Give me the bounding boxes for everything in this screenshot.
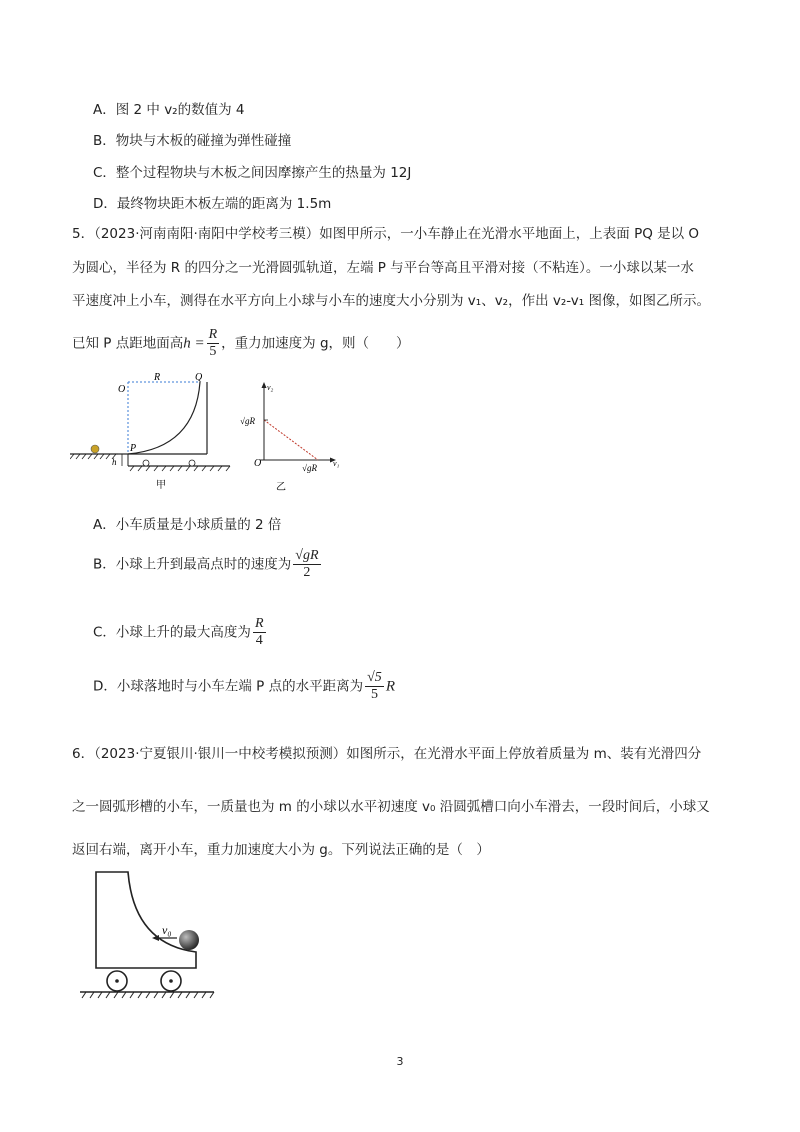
q5-option-a: A．小车质量是小球质量的 2 倍 [93, 517, 282, 533]
q5-stem-line4 [72, 327, 732, 360]
q5-stem-line1: 5．（2023·河南南阳·南阳中学校考三模）如图甲所示，一小车静止在光滑水平地面上，上表面 PQ 是以 O [72, 226, 700, 242]
q5-graph-y-tick: √gR [240, 416, 255, 426]
q5-stem-line4-post: ，重力加速度为 g，则（ ） [221, 335, 410, 352]
q5-label-h: h [112, 457, 117, 467]
q5-option-c-text: C．小球上升的最大高度为 [93, 624, 251, 641]
q5-figure [70, 368, 350, 493]
q5-graph-origin: O [254, 458, 262, 469]
q5-stem-line3: 平速度冲上小车，测得在水平方向上小球与小车的速度大小分别为 v₁、v₂，作出 v₂-v₁ 图像，如图乙所示。 [72, 293, 710, 309]
q6-cart-body [96, 872, 196, 968]
q5-option-b-den: 2 [303, 565, 311, 580]
q5-option-c-fraction [253, 616, 266, 649]
q5-option-b-fraction [293, 548, 320, 581]
q5-caption-right: 乙 [276, 482, 286, 493]
q5-option-d [93, 670, 395, 703]
q5-option-c-num: R [254, 616, 264, 631]
q5-option-b [93, 548, 323, 581]
q6-figure [78, 868, 218, 1008]
q5-option-c [93, 616, 268, 649]
q5-ball [91, 445, 99, 453]
page-number: 3 [396, 1055, 404, 1068]
q5-arc [128, 382, 200, 454]
q5-h-num: R [208, 327, 218, 342]
q4-option-a: A．图 2 中 v₂的数值为 4 [93, 102, 245, 118]
q5-option-d-post: R [385, 678, 395, 695]
q5-graph-line [264, 420, 318, 460]
q5-label-R: R [154, 372, 161, 383]
q5-option-d-fraction [365, 670, 384, 703]
q5-label-P: P [130, 443, 137, 454]
q5-option-c-den: 4 [255, 633, 263, 648]
q5-option-d-den: 5 [370, 687, 378, 702]
q6-stem-line1: 6．（2023·宁夏银川·银川一中校考模拟预测）如图所示，在光滑水平面上停放着质量为 m、装有光滑四分 [72, 746, 702, 762]
q5-stem-line4-pre: 已知 P 点距地面高 [72, 335, 184, 352]
q4-option-b: B．物块与木板的碰撞为弹性碰撞 [93, 133, 292, 149]
q5-option-b-text: B．小球上升到最高点时的速度为 [93, 556, 292, 573]
q6-stem-line2: 之一圆弧形槽的小车，一质量也为 m 的小球以水平初速度 v₀ 沿圆弧槽口向小车滑去，一段时间后，小球又 [72, 799, 710, 815]
q4-option-c: C．整个过程物块与木板之间因摩擦产生的热量为 12J [93, 165, 412, 181]
q5-label-Q: Q [195, 372, 203, 383]
q5-option-b-num: √gR [295, 548, 319, 563]
q5-caption-left: 甲 [156, 480, 166, 491]
q5-stem-line2: 为圆心，半径为 R 的四分之一光滑圆弧轨道，左端 P 与平台等高且平滑对接（不粘连）。一小球以某一水 [72, 260, 694, 276]
q5-h-den: 5 [209, 344, 217, 359]
q5-h-equals: h = [183, 335, 205, 352]
q5-graph-x-axis: v₁ [333, 459, 340, 468]
q5-h-fraction [207, 327, 220, 360]
q5-graph-y-axis: v₂ [267, 383, 274, 392]
q4-option-d: D．最终物块距木板左端的距离为 1.5m [93, 196, 332, 212]
q5-option-d-num: √5 [367, 670, 382, 685]
q5-option-d-text: D．小球落地时与小车左端 P 点的水平距离为 [93, 678, 364, 695]
q6-stem-line3: 返回右端，离开小车，重力加速度大小为 g。下列说法正确的是（ ） [72, 842, 490, 858]
q6-ball [179, 930, 199, 950]
q6-label-v0: v₀ [162, 923, 172, 937]
q5-label-O: O [118, 384, 126, 395]
q5-graph-x-tick: √gR [302, 463, 317, 473]
